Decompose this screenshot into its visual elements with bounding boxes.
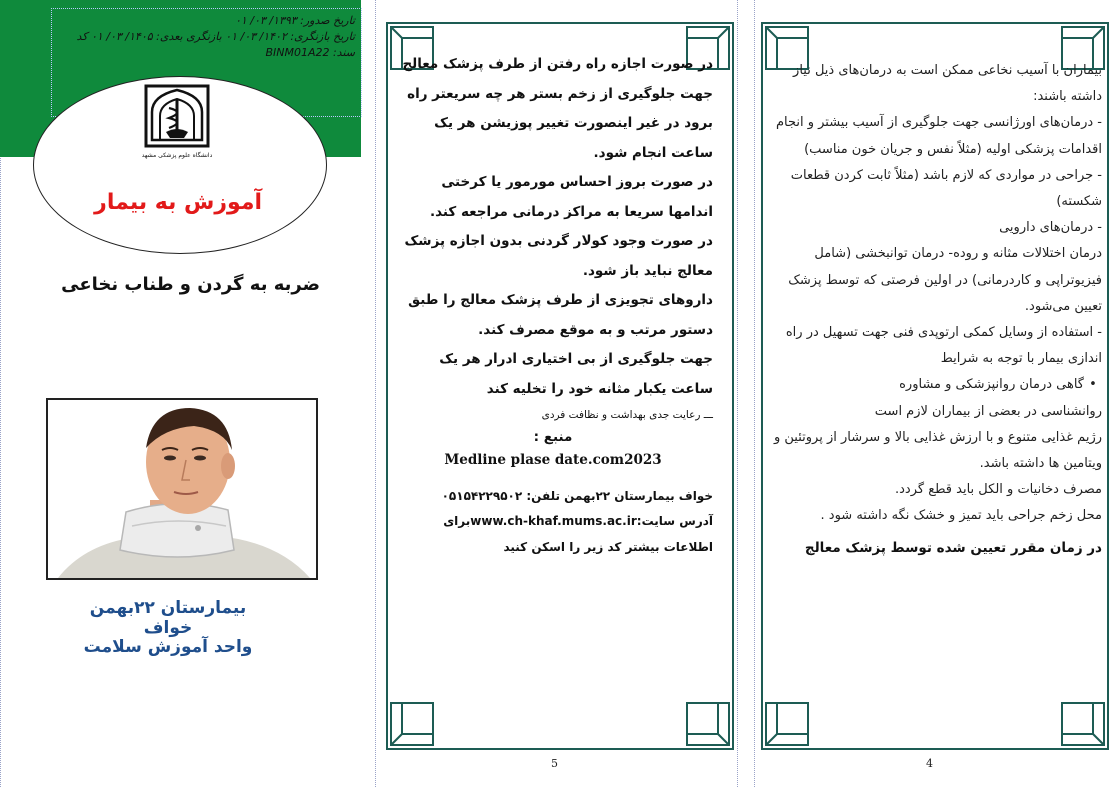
page-number: 5 — [551, 757, 558, 770]
paragraph: - درمان‌های اورژانسی جهت جلوگیری از آسیب بیشتر و انجام اقدامات پزشکی اولیه (مثلاً نفس و جریان خون مناسب) — [775, 115, 1102, 157]
page5-content — [393, 50, 713, 560]
bullet-item: • گاهی درمان روانپزشکی و مشاوره — [768, 372, 1102, 398]
paragraph: محل زخم جراحی باید تمیز و خشک نگه داشته شود . — [820, 508, 1102, 524]
health-education-unit: واحد آموزش سلامت — [83, 637, 253, 657]
website-line[interactable]: آدرس سایت:www.ch-khaf.mums.ac.irبرای اطلاعات بیشتر کد زیر را اسکن کنید — [443, 514, 713, 554]
paragraph: روانشناسی در بعضی از بیماران لازم است — [874, 403, 1102, 419]
cover-subtitle: ضربه به گردن و طناب نخاعی — [61, 274, 320, 295]
source-label: منبع : — [533, 429, 573, 445]
university-logo — [138, 82, 216, 162]
paragraph: رژیم غذایی متنوع و با ارزش غذایی بالا و سرشار از پروتئین و ویتامین ها داشته باشد. — [773, 429, 1102, 472]
final-instruction: در زمان مقرر تعیین شده توسط پزشک معالج — [804, 539, 1102, 556]
page-divider-2 — [737, 0, 738, 787]
revision-date: تاریخ بازنگری: ۱۴۰۲/ ۰۳/ ۰۱ بازنگری بعدی: ۱۴۰۵/ ۰۳/ ۰۱ کد — [76, 30, 355, 43]
issue-date: تاریخ صدور: ۱۳۹۳/ ۰۳/ ۰۱ — [234, 14, 355, 27]
corner-ornament-icon — [765, 702, 809, 746]
patient-photo — [46, 398, 318, 580]
paragraph: مصرف دخانیات و الکل باید قطع گردد. — [895, 482, 1102, 498]
corner-ornament-icon — [686, 702, 730, 746]
page-number: 4 — [926, 757, 933, 770]
paragraph: داروهای تجویزی از طرف پزشک معالج را طبق دستور مرتب و به موقع مصرف کند. — [408, 292, 713, 338]
contact-line: خواف بیمارستان ۲۲بهمن تلفن: ۰۵۱۵۴۲۲۹۵۰۲ — [441, 489, 713, 503]
paragraph: بیماران با آسیب نخاعی ممکن است به درمان‌های ذیل نیاز داشته باشند: — [793, 63, 1102, 105]
paragraph: - جراحی در مواردی که لازم باشد (مثلاً ثابت کردن قطعات شکسته) — [790, 167, 1102, 210]
page4-content — [768, 58, 1102, 562]
paragraph: - استفاده از وسایل کمکی ارتوپدی فنی جهت تسهیل در راه اندازی بیمار با توجه به شرایط — [785, 325, 1102, 367]
paragraph: در صورت وجود کولار گردنی بدون اجازه پزشک معالج نباید باز شود. — [404, 233, 713, 279]
page-divider-1 — [375, 0, 376, 787]
paragraph: جهت جلوگیری از بی اختیاری ادرار هر یک ساعت یکبار مثانه خود را تخلیه کند — [439, 351, 713, 397]
source-value: Medline plase date.com2023 — [444, 452, 662, 468]
svg-text:دانشگاه علوم پزشکی مشهد: دانشگاه علوم پزشکی مشهد — [141, 152, 213, 159]
hospital-name: بیمارستان ۲۲بهمن خواف — [89, 598, 247, 638]
university-emblem-icon — [138, 82, 216, 162]
paragraph: - درمان‌های دارویی — [999, 220, 1102, 236]
paragraph: در صورت اجازه راه رفتن از طرف پزشک معالج جهت جلوگیری از زخم بستر هر چه سریعتر راه برود در غیر اینصورت تغییر پوزیشن هر یک ساعت انجام شود. — [402, 56, 713, 161]
neck-collar-patient-image — [48, 400, 316, 578]
document-code: سند: BINM01A22 — [265, 46, 355, 59]
cover-title: آموزش به بیمار — [94, 190, 262, 215]
hygiene-note: ـــ رعایت جدی بهداشت و نظافت فردی — [541, 409, 713, 421]
page-divider-3 — [754, 0, 755, 787]
corner-ornament-icon — [1061, 702, 1105, 746]
corner-ornament-icon — [390, 702, 434, 746]
paragraph: در صورت بروز احساس مورمور یا کرختی اندامها سریعا به مراکز درمانی مراجعه کند. — [429, 174, 713, 220]
paragraph: درمان اختلالات مثانه و روده- درمان توانبخشی (شامل فیزیوتراپی و کاردرمانی) در اولین فرصتی که توسط پزشک تعیین می‌شود. — [788, 246, 1102, 314]
